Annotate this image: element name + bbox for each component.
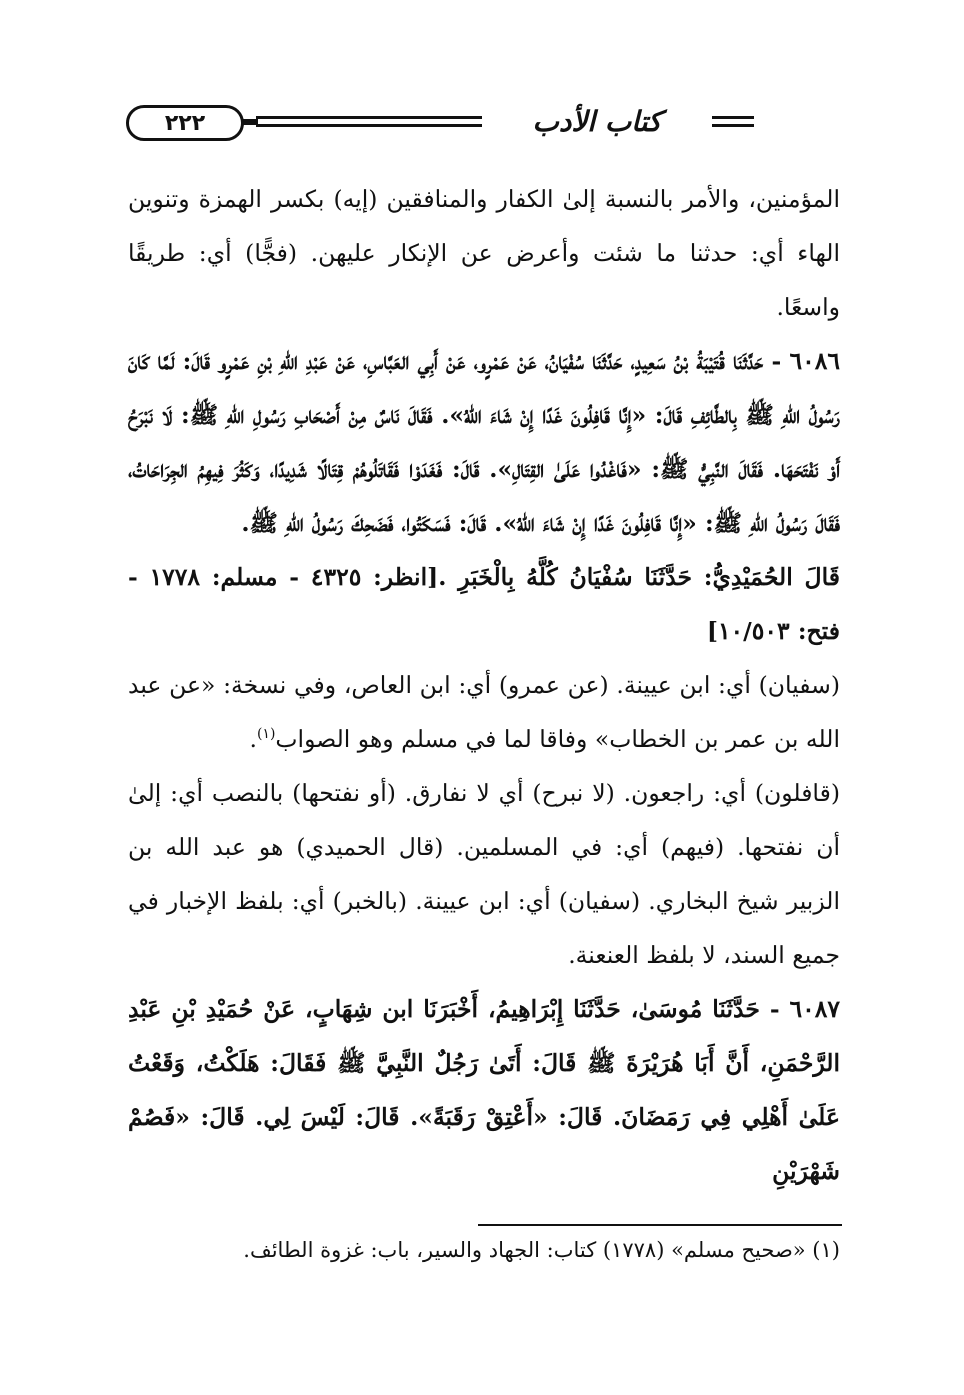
commentary-paragraph: (قافلون) أي: راجعون. (لا نبرح) أي لا نفارق. (أو نفتحها) بالنصب أي: إلىٰ أن نفتحها. (فيهم) أي: في المسلمين. (قال الحميدي) هو عبد الله بن الزبير شيخ البخاري. (سفيان) أي: ابن عيينة. (بالخبر) أي: بلفظ الإخبار في جميع السند، لا بلفظ العنعنة. (128, 779, 840, 969)
header-rule (256, 116, 482, 119)
header-rule (712, 124, 754, 127)
header-rule (712, 116, 754, 119)
footnote-reference: (١) (256, 726, 276, 743)
page-number-ornament (242, 119, 258, 125)
sentence-end: . (249, 725, 257, 753)
book-title: كتاب الأدب (532, 105, 662, 138)
commentary-paragraph: المؤمنين، والأمر بالنسبة إلىٰ الكفار والمنافقين (إيه) بكسر الهمزة وتنوين الهاء أي: حدثنا ما شئت وأعرض عن الإنكار عليهن. (فجًّا) أي: طريقًا واسعًا. (128, 185, 840, 321)
footnote-separator (478, 1224, 842, 1226)
page-header (126, 100, 840, 148)
header-rule (256, 124, 482, 127)
hadith-note: قَالَ الحُمَيْدِيُّ: حَدَّثَنَا سُفْيَانُ كُلَّهُ بِالْخَبَرِ .[انظر: ٤٣٢٥ - مسلم: ١٧٧٨ - فتح: ١٠/٥٠٣] (128, 563, 840, 645)
page-body (128, 172, 840, 1198)
commentary-paragraph (128, 658, 840, 766)
hadith-text: ٦٠٨٦ - حَدَّثَنَا قُتَيْبَةُ بْنُ سَعِيدٍ، حَدَّثَنَا سُفْيَانُ، عَنْ عَمْرٍو، عَنْ أَبِي العَبَّاسِ، عَنْ عَبْدِ اللهِ بْنِ عَمْرٍو قَالَ: لَمَّا كَانَ رَسُولُ اللهِ ﷺ بِالطَّائِفِ قَالَ: «إِنَّا قَافِلُونَ غَدًا إِنْ شَاءَ اللهُ». فَقَالَ نَاسٌ مِنْ أَصْحَابِ رَسُولِ اللهِ ﷺ: لَا نَبْرَحُ أَوْ نَفْتَحَهَا. فَقَالَ النَّبِيُّ ﷺ: «فَاغْدُوا عَلَىٰ القِتَالِ». قَالَ: فَغَدَوْا فَقَاتَلُوهُمْ قِتَالًا شَدِيدًا، وَكَثُرَ فِيهِمُ الجِرَاحَاتُ، فَقَالَ رَسُولُ اللهِ ﷺ: «إِنَّا قَافِلُونَ غَدًا إِنْ شَاءَ اللهُ». قَالَ: فَسَكَتُوا، فَضَحِكَ رَسُولُ اللهِ ﷺ. (128, 347, 840, 537)
hadith-text: ٦٠٨٧ - حَدَّثَنَا مُوسَىٰ، حَدَّثَنَا إِبْرَاهِيمُ، أَخْبَرَنَا ابن شِهَابٍ، عَنْ حُمَيْدِ بْنِ عَبْدِ الرَّحْمَنِ، أَنَّ أَبَا هُرَيْرَةَ ﷺ قَالَ: أَتَىٰ رَجُلٌ النَّبِيَّ ﷺ فَقَالَ: هَلَكْتُ، وَقَعْتُ عَلَىٰ أَهْلِي فِي رَمَضَانَ. قَالَ: «أَعْتِقْ رَقَبَةً». قَالَ: لَيْسَ لِي. قَالَ: «فَصُمْ شَهْرَيْنِ (128, 995, 840, 1185)
commentary-text: (سفيان) أي: ابن عيينة. (عن عمرو) أي: ابن العاص، وفي نسخة: «عن عبد الله بن عمر بن الخطاب» وفاقا لما في مسلم وهو الصواب (128, 671, 840, 753)
footnote: (١) «صحيح مسلم» (١٧٧٨) كتاب: الجهاد والسير، باب: غزوة الطائف. (243, 1238, 840, 1262)
page-number: ٢٢٢ (126, 105, 244, 141)
